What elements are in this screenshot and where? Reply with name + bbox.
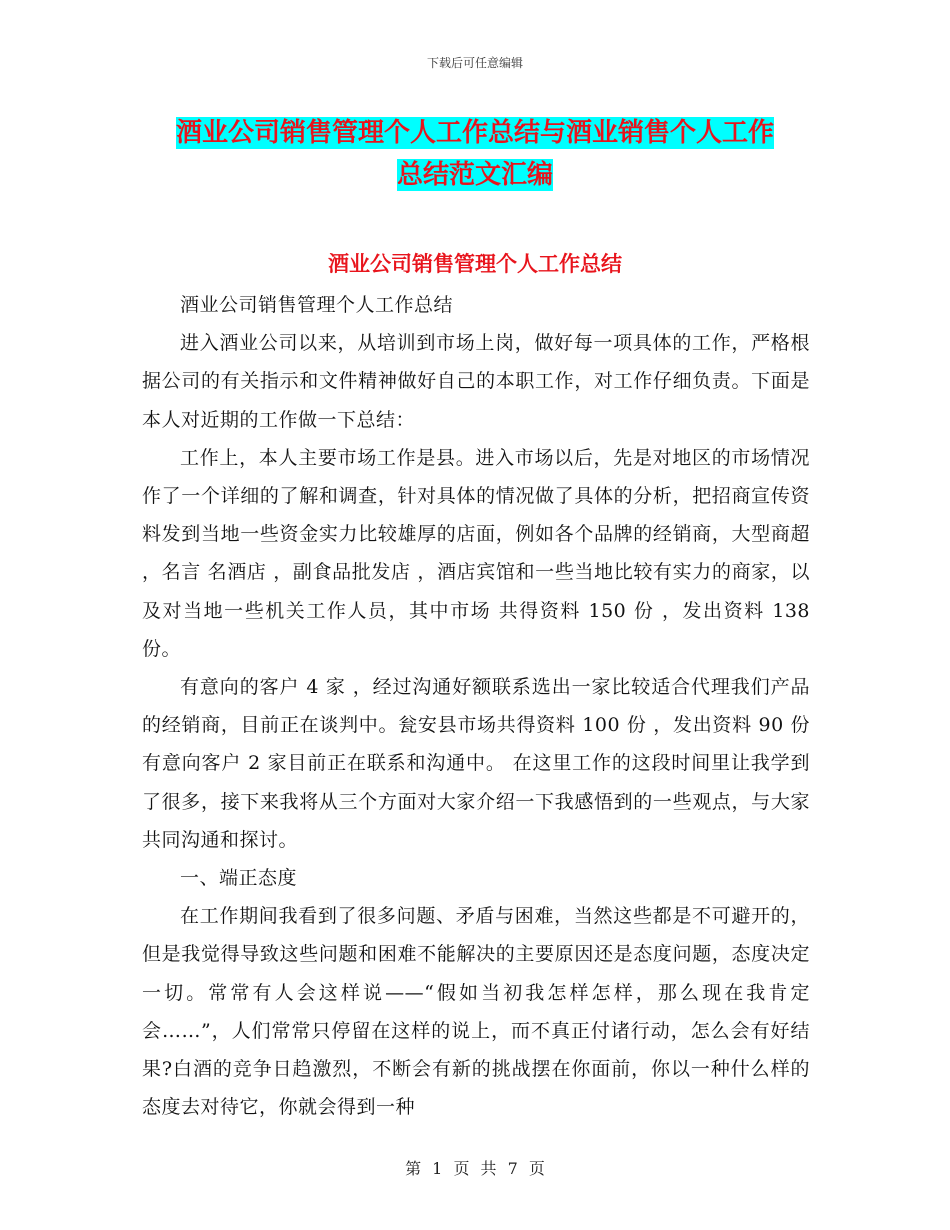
paragraph-heading-attitude: 一、端正态度 — [180, 867, 298, 890]
document-title-line-1: 酒业公司销售管理个人工作总结与酒业销售个人工作 — [175, 118, 774, 148]
paragraph-subtitle: 酒业公司销售管理个人工作总结 — [180, 294, 454, 316]
page-header-note: 下载后可任意编辑 — [426, 56, 523, 70]
document-title — [140, 112, 810, 196]
paragraph-clients: 有意向的客户 4 家 ，经过沟通好额联系选出一家比较适合代理我们产品的经销商，目前正在谈判中。瓮安县市场共得资料 100 份 ，发出资料 90 份 有意向客户 2 家目前正在联系和沟通中。 在这里工作的这段时间里让我学到了很多，接下来我将从三个方面对大家介绍一下我感悟到的一些观点，与大家共同沟通和探讨。 — [142, 676, 810, 851]
document-body — [142, 286, 810, 1126]
page-number: 第 1 页 共 7 页 — [405, 1159, 545, 1178]
paragraph-intro: 进入酒业公司以来，从培训到市场上岗，做好每一项具体的工作，严格根据公司的有关指示和文件精神做好自己的本职工作，对工作仔细负责。下面是本人对近期的工作做一下总结： — [142, 332, 810, 431]
paragraph-market-work: 工作上，本人主要市场工作是县。进入市场以后，先是对地区的市场情况作了一个详细的了解和调查，针对具体的情况做了具体的分析，把招商宣传资料发到当地一些资金实力比较雄厚的店面，例如各个品牌的经销商，大型商超 ，名言 名酒店 ，副食品批发店 ，酒店宾馆和一些当地比较有实力的商家，以及对当地一些机关工作人员，其中市场 共得资料 150 份 ，发出资料 138 份。 — [142, 446, 810, 660]
section-title: 酒业公司销售管理个人工作总结 — [328, 252, 622, 276]
paragraph-attitude: 在工作期间我看到了很多问题、矛盾与困难，当然这些都是不可避开的，但是我觉得导致这些问题和困难不能解决的主要原因还是态度问题，态度决定一切。常常有人会这样说——“假如当初我怎样怎样，那么现在我肯定会……”，人们常常只停留在这样的说上，而不真正付诸行动，怎么会有好结果?白酒的竞争日趋激烈，不断会有新的挑战摆在你面前，你以一种什么样的态度去对待它，你就会得到一种 — [142, 905, 810, 1119]
document-title-line-2: 总结范文汇编 — [396, 160, 553, 190]
